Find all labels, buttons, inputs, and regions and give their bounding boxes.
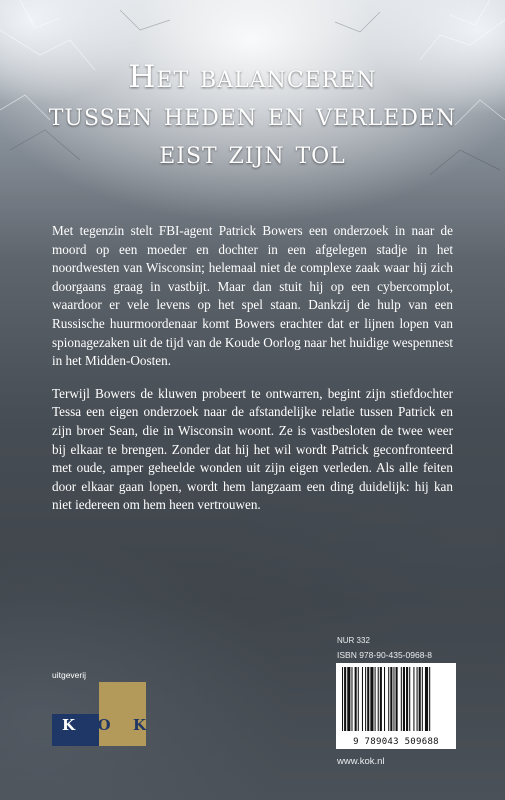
barcode-bars bbox=[336, 663, 456, 735]
blurb-paragraph-2: Terwijl Bowers de kluwen probeert te ontwarren, begint zijn stiefdochter Tessa een eigen onderzoek naar de afstandelijke relatie tussen Patrick en zijn broer Sean, die in Wisconsin woont. Ze is vastbesloten de twee weer bij elkaar te brengen. Zonder dat hij het wil wordt Patrick geconfronteerd met oude, amper geheelde wonden uit zijn eigen verleden. Als alle feiten door elkaar gaan lopen, wordt hem langzaam een ding duidelijk: hij kan niet iedereen om hem heen vertrouwen. bbox=[52, 385, 453, 513]
logo-letter-3: K bbox=[132, 716, 146, 734]
barcode-digits: 9 789043 509688 bbox=[336, 735, 456, 749]
logo-letters bbox=[62, 716, 146, 734]
logo-letter-1: K bbox=[62, 716, 76, 734]
heading-line-1: Het balanceren bbox=[128, 59, 377, 95]
blurb bbox=[52, 222, 453, 529]
nur-code: NUR 332 bbox=[337, 636, 370, 645]
barcode bbox=[336, 663, 456, 735]
publisher-website: www.kok.nl bbox=[337, 756, 385, 767]
logo-block-top-left bbox=[52, 682, 99, 714]
logo-letter-2: O bbox=[97, 716, 111, 734]
blurb-paragraph-1: Met tegenzin stelt FBI-agent Patrick Bowers een onderzoek in naar de moord op een moeder en dochter in een afgelegen stadje in het noordwesten van Wisconsin; helemaal niet de complexe zaak waar hij zich doorgaans graag in vastbijt. Maar dan stuit hij op een cybercomplot, waardoor er vele levens op het spel staan. Dankzij de hulp van een Russische huurmoordenaar komt Bowers erachter dat er lijnen lopen van spionagezaken uit de tijd van de Koude Oorlog naar het huidige wespennest in het Midden-Oosten. bbox=[52, 223, 454, 369]
heading-line-2: tussen heden en verleden bbox=[48, 97, 457, 133]
heading-line-3: eist zijn tol bbox=[159, 135, 346, 171]
cover-heading bbox=[0, 58, 505, 172]
publisher-label: uitgeverij bbox=[52, 670, 87, 680]
isbn-number: ISBN 978-90-435-0968-8 bbox=[337, 650, 432, 660]
logo-block-top-right bbox=[99, 682, 146, 714]
publisher-logo bbox=[52, 682, 146, 746]
